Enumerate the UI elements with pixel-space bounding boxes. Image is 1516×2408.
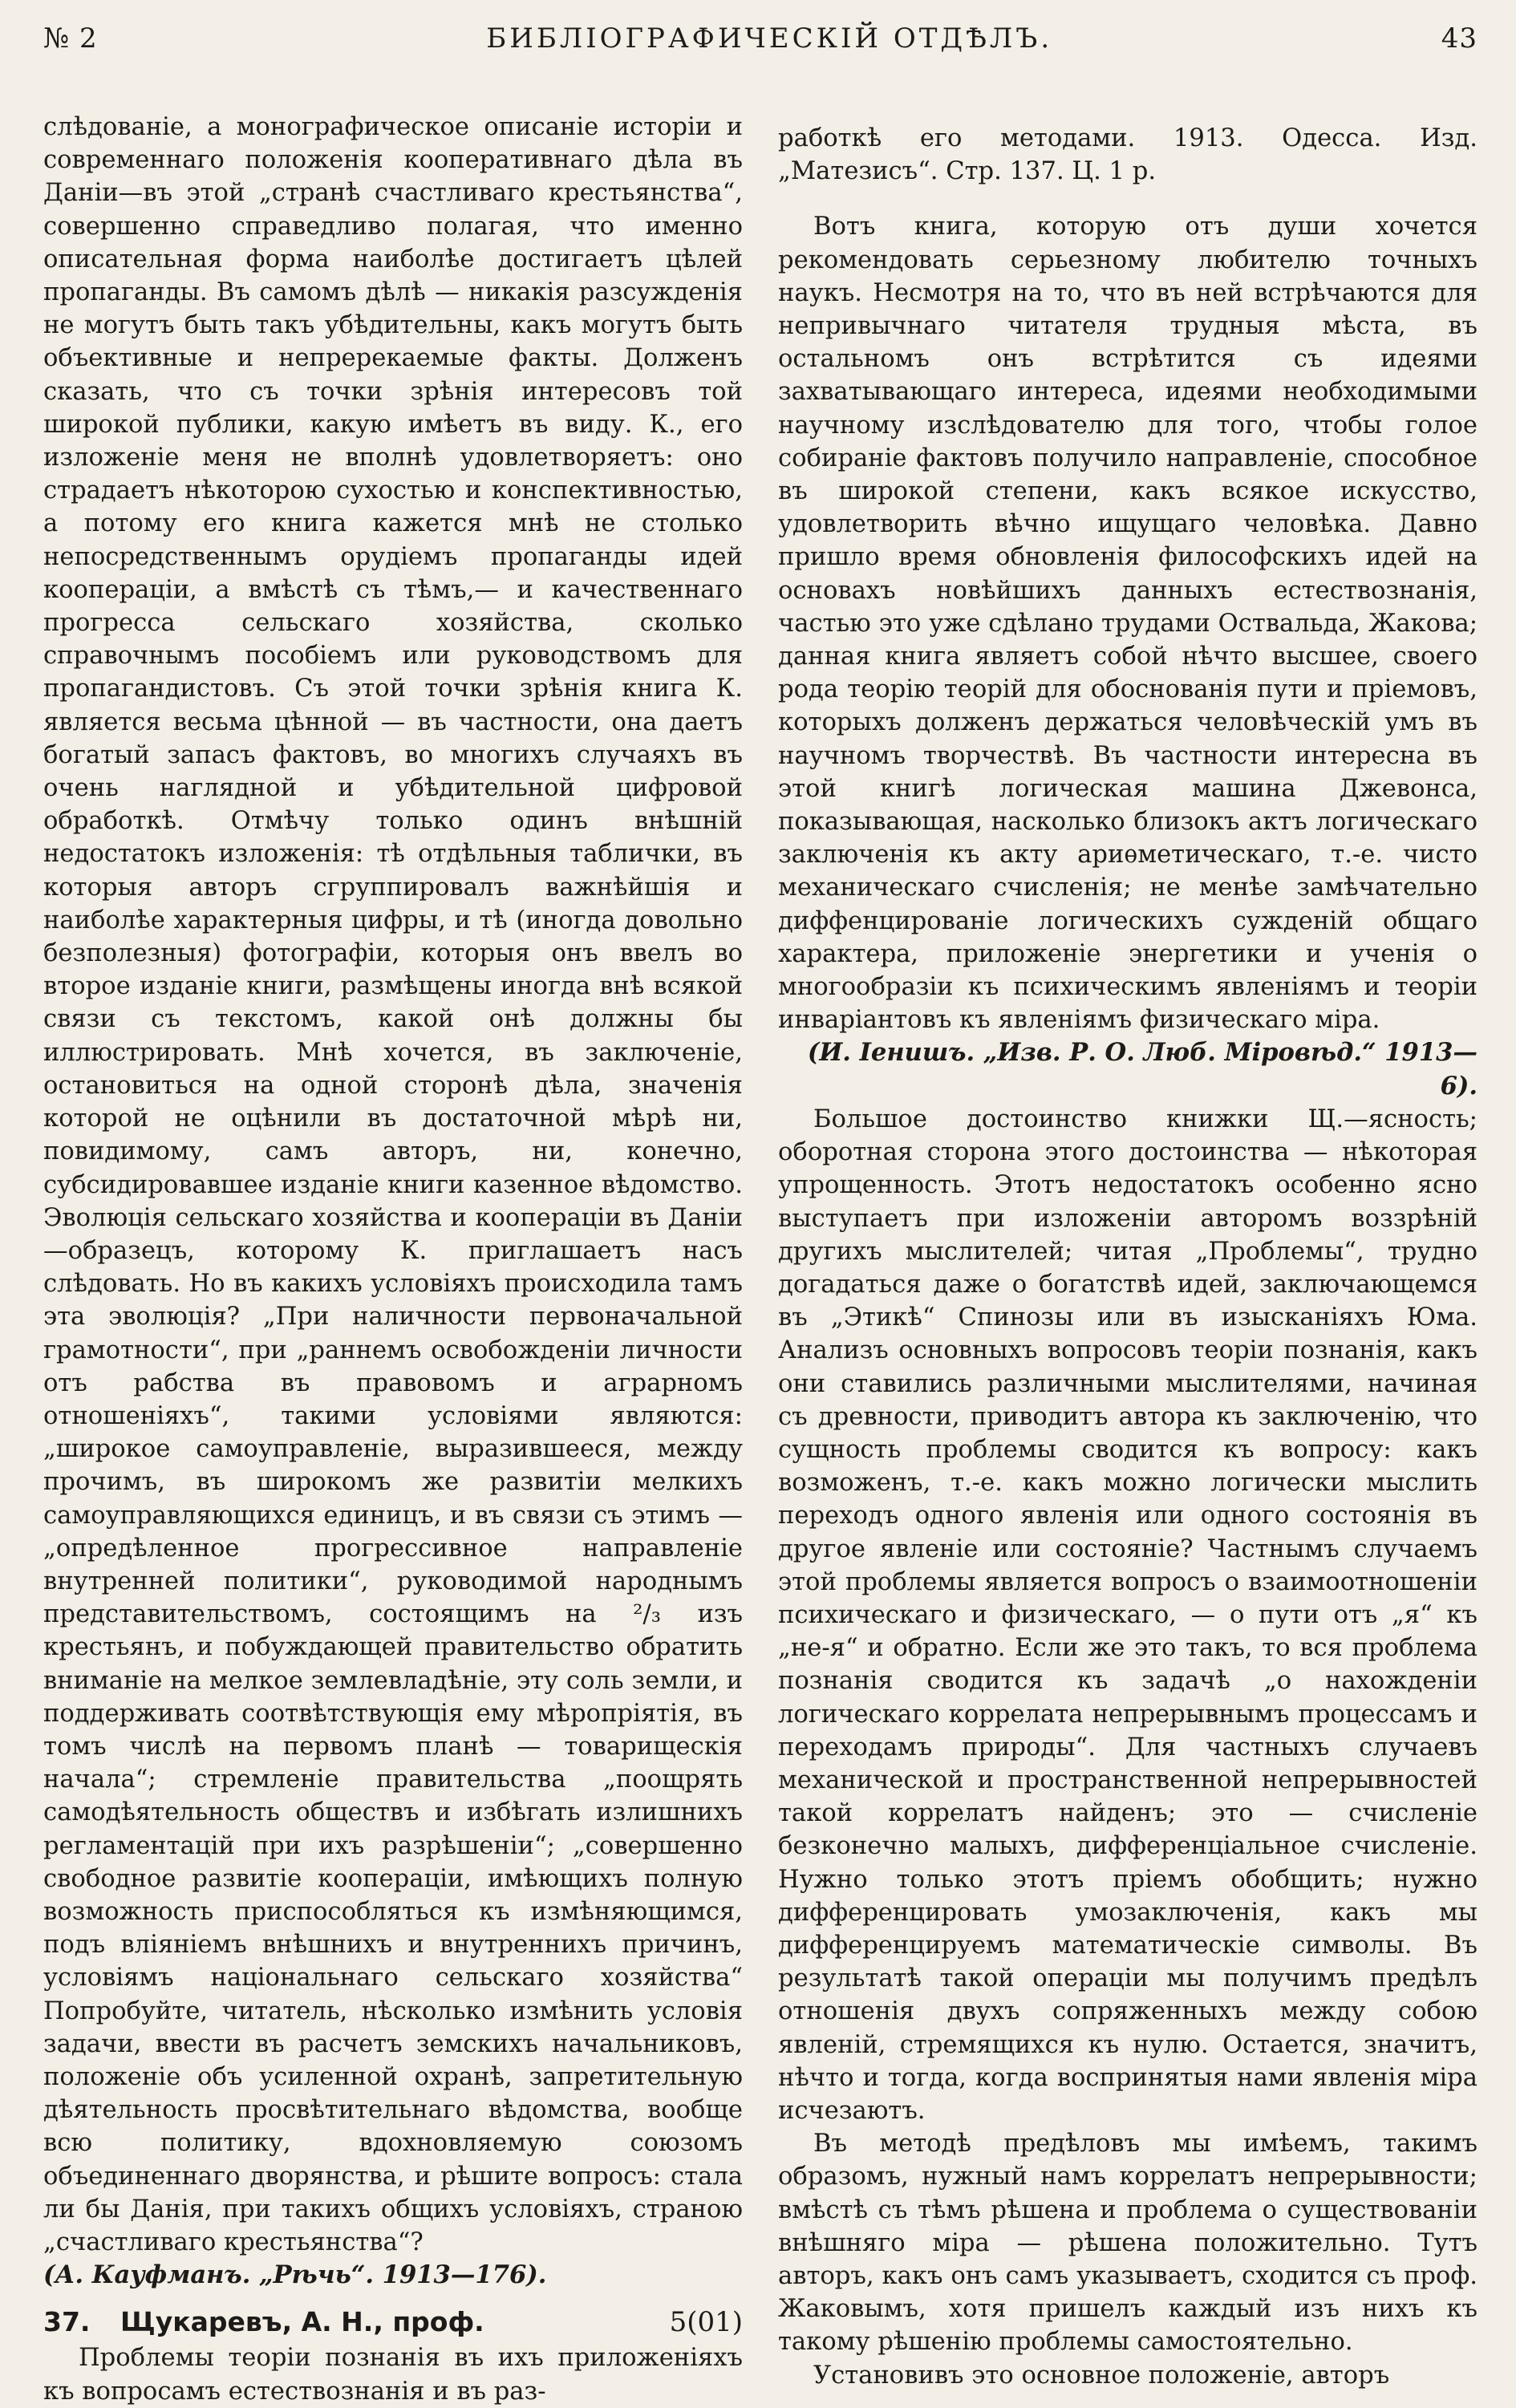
right-column: [778, 122, 1477, 2408]
review-source: (А. Кауфманъ. „Рѣчь“. 1913—176).: [43, 2260, 547, 2290]
entry-book-title-continued: работкѣ его методами. 1913. Одесса. Изд. „Матезисъ“. Стр. 137. Ц. 1 р.: [778, 124, 1477, 186]
page-number: 43: [1441, 22, 1477, 55]
entry-book-title: Проблемы теоріи познанія въ ихъ приложеніяхъ къ вопросамъ естествознанія и въ раз-: [43, 2344, 743, 2406]
entry-heading: [43, 2303, 743, 2341]
entry-number: 37.: [43, 2306, 91, 2338]
review-paragraph: Въ методѣ предѣловъ мы имѣемъ, такимъ образомъ, нужный намъ коррелатъ непрерывности; вмѣстѣ съ тѣмъ рѣшена и проблема о существованіи внѣшняго міра — рѣшена положительно. Тутъ авторъ, какъ онъ самъ указываетъ, сходится съ проф. Жаковымъ, хотя пришелъ каждый изъ нихъ къ такому рѣшенію проблемы самостоятельно.: [778, 2130, 1477, 2357]
review-paragraph: Установивъ это основное положеніе, авторъ: [813, 2361, 1390, 2390]
entry-classification: 5(01): [669, 2306, 743, 2339]
issue-number: № 2: [43, 22, 98, 55]
review-source: (И. Іенишъ. „Изв. Р. О. Люб. Міровѣд.“ 1913—6).: [807, 1038, 1477, 1101]
review-ienish-text: Вотъ книга, которую отъ души хочется рекомендовать серьезному любителю точныхъ наукъ. Несмотря на то, что въ ней встрѣчаются для непривычнаго читателя трудныя мѣста, въ остальномъ онъ встрѣтится съ идеями захватывающаго интереса, идеями необходимыми научному изслѣдователю для того, чтобы голое собираніе фактовъ получило направленіе, способное въ широкой степени, какъ всякое искусство, удовлетворить вѣчно ищущаго человѣка. Давно пришло время обновленія философскихъ идей на основахъ новѣйшихъ данныхъ естествознанія, частью это уже сдѣлано трудами Оствальда, Жакова; данная книга являетъ собой нѣчто высшее, своего рода теорію теорій для обоснованія пути и пріемовъ, которыхъ долженъ держаться человѣческій умъ въ научномъ творчествѣ. Въ частности интересна въ этой книгѣ логическая машина Джевонса, показывающая, насколько близокъ актъ логическаго заключенія къ акту ариѳметическаго, т.-е. чисто механическаго счисленія; не менѣе замѣчательно диффенцированіе логическихъ сужденій общаго характера, приложеніе энергетики и ученія о многообразіи къ психическимъ явленіямъ и теоріи инваріантовъ къ явленіямъ физическаго міра.: [778, 213, 1477, 1035]
running-header: [43, 22, 1477, 72]
review-kaufman-text: слѣдованіе, а монографическое описаніе исторіи и современнаго положенія кооперативнаго дѣла въ Даніи—въ этой „странѣ счастливаго крестьянства“, совершенно справедливо полагая, что именно описательная форма наиболѣе достигаетъ цѣлей пропаганды. Въ самомъ дѣлѣ — никакія разсужденія не могутъ быть такъ убѣдительны, какъ могутъ быть объективные и непререкаемые факты. Долженъ сказать, что съ точки зрѣнія интересовъ той широкой публики, какую имѣетъ въ виду. К., его изложеніе меня не вполнѣ удовлетворяетъ: оно страдаетъ нѣкоторою сухостью и конспективностью, а потому его книга кажется мнѣ не столько непосредственнымъ орудіемъ пропаганды идей коопераціи, а вмѣстѣ съ тѣмъ,— и качественнаго прогресса сельскаго хозяйства, сколько справочнымъ пособіемъ или руководствомъ для пропагандистовъ. Съ этой точки зрѣнія книга К. является весьма цѣнной — въ частности, она даетъ богатый запасъ фактовъ, во многихъ случаяхъ въ очень наглядной и убѣдительной цифровой обработкѣ. Отмѣчу только одинъ внѣшній недостатокъ изложенія: тѣ отдѣльныя таблички, въ которыя авторъ сгруппировалъ важнѣйшія и наиболѣе характерныя цифры, и тѣ (иногда довольно безполезныя) фотографіи, которыя онъ ввелъ во второе изданіе книги, размѣщены иногда внѣ всякой связи съ текстомъ, какой онѣ должны бы иллюстрировать. Мнѣ хочется, въ заключеніе, остановиться на одной сторонѣ дѣла, значенія которой не оцѣнили въ достаточной мѣрѣ ни, повидимому, самъ авторъ, ни, конечно, субсидировавшее изданіе книги казенное вѣдомство. Эволюція сельскаго хозяйства и коопераціи въ Даніи—образецъ, которому К. приглашаетъ насъ слѣдовать. Но въ какихъ условіяхъ происходила тамъ эта эволюція? „При наличности первоначальной грамотности“, при „раннемъ освобожденіи личности отъ рабства въ правовомъ и аграрномъ отношеніяхъ“, такими условіями являются: „широкое самоуправленіе, выразившееся, между прочимъ, въ широкомъ же развитіи мелкихъ самоуправляющихся единицъ, и въ связи съ этимъ — „опредѣленное прогрессивное направленіе внутренней политики“, руководимой народнымъ представительствомъ, состоящимъ на ²/₃ изъ крестьянъ, и побуждающей правительство обратить вниманіе на мелкое землевладѣніе, эту соль земли, и поддерживать соотвѣтствующія ему мѣропріятія, въ томъ числѣ на первомъ планѣ — товарищескія начала“; стремленіе правительства „поощрять самодѣятельность обществъ и избѣгать излишнихъ регламентацій при ихъ разрѣшеніи“; „совершенно свободное развитіе коопераціи, имѣющихъ полную возможность приспособляться къ измѣняющимся, подъ вліяніемъ внѣшнихъ и внутреннихъ причинъ, условіямъ національнаго сельскаго хозяйства“ Попробуйте, читатель, нѣсколько измѣнить условія задачи, ввести въ расчетъ земскихъ начальниковъ, положеніе объ усиленной охранѣ, запретительную дѣятельность просвѣтительнаго вѣдомства, вообще всю политику, вдохновляемую союзомъ объединеннаго дворянства, и рѣшите вопросъ: стала ли бы Данія, при такихъ общихъ условіяхъ, страною „счастливаго крестьянства“?: [43, 113, 743, 2256]
left-column: [43, 111, 743, 2408]
text-columns: [43, 111, 1477, 2408]
entry-author: Щукаревъ, А. Н., проф.: [120, 2306, 484, 2338]
section-title: БИБЛІОГРАФИЧЕСКІЙ ОТДѢЛЪ.: [486, 22, 1053, 55]
review-paragraph: Большое достоинство книжки Щ.—ясность; оборотная сторона этого достоинства — нѣкоторая упрощенность. Этотъ недостатокъ особенно ясно выступаетъ при изложеніи авторомъ воззрѣній другихъ мыслителей; читая „Проблемы“, трудно догадаться даже о богатствѣ идей, заключающемся въ „Этикѣ“ Спинозы или въ изысканіяхъ Юма. Анализъ основныхъ вопросовъ теоріи познанія, какъ они ставились различными мыслителями, начиная съ древности, приводитъ автора къ заключенію, что сущность проблемы сводится къ вопросу: какъ возможенъ, т.-е. какъ можно логически мыслить переходъ одного явленія или одного состоянія въ другое явленіе или состояніе? Частнымъ случаемъ этой проблемы является вопросъ о взаимоотношеніи психическаго и физическаго, — о пути отъ „я“ къ „не-я“ и обратно. Если же это такъ, то вся проблема познанія сводится къ задачѣ „о нахожденіи логическаго коррелата непрерывнымъ процессамъ и переходамъ природы“. Для частныхъ случаевъ механической и пространственной непрерывностей такой коррелатъ найденъ; это — счисленіе безконечно малыхъ, дифференціальное счисленіе. Нужно только этотъ пріемъ обобщить; нужно дифференцировать умозаключенія, какъ мы дифференцируемъ математическіе символы. Въ результатѣ такой операціи мы получимъ предѣлъ отношенія двухъ сопряженныхъ между собою явленій, стремящихся къ нулю. Остается, значитъ, нѣчто и тогда, когда воспринятыя нами явленія міра исчезаютъ.: [778, 1105, 1477, 2125]
